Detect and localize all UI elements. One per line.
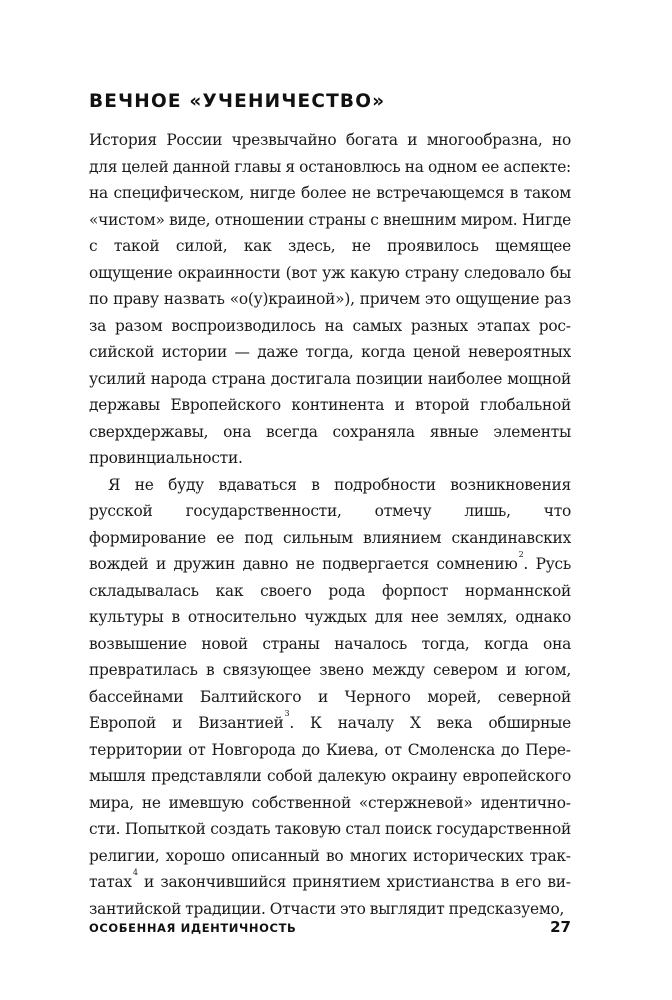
paragraph [89, 472, 571, 923]
footnote-marker: 4 [132, 867, 138, 877]
text-run: . К началу X века обширные территории от Новгорода до Киева, от Смоленска до Перемышля представляли собой далекую окраину европейского мира, не имевшую собственной «стержневой» идентичности. Попыткой создать таковую стал поиск государственной религии, хорошо описанный во многих исторических трактатах [89, 714, 571, 891]
footnote-marker: 2 [518, 549, 524, 559]
text-run: Я не буду вдаваться в подробности возникновения русской государственности, отмечу лишь, что формирование ее под сильным влиянием скандинавских вождей и дружин давно не подвергается сомнению [89, 475, 571, 573]
body-text [89, 127, 571, 922]
running-footer-title: ОСОБЕННАЯ ИДЕНТИЧНОСТЬ [89, 921, 297, 935]
text-run: и закончившийся принятием христианства в его византийской традиции. Отчасти это выглядит предсказуемо, [89, 873, 571, 918]
page-number: 27 [550, 918, 571, 936]
text-run: История России чрезвычайно богата и многообразна, но для целей данной главы я остановлюсь на одном ее аспекте: на специфическом, нигде более не встречающемся в таком «чистом» виде, отношении страны с внешним миром. Нигде с такой силой, как здесь, не проявилось щемящее ощущение окраинности (вот уж какую страну следовало бы по праву назвать «о(у)краиной»), причем это ощущение раз за разом воспроизводилось на самых разных этапах российской истории — даже тогда, когда ценой невероятных усилий народа страна достигала позиции наиболее мощной державы Европейского континента и второй глобальной сверхдержавы, она всегда сохраняла явные элементы провинциальности. [89, 131, 571, 467]
paragraph [89, 127, 571, 472]
text-run: . Русь складывалась как своего рода форпост норманнской культуры в относительно чуждых для нее землях, однако возвышение новой страны началось тогда, когда она превратилась в связующее звено между севером и югом, бассейнами Балтийского и Черного морей, северной Европой и Византией [89, 555, 572, 732]
footnote-marker: 3 [284, 708, 290, 718]
section-heading: ВЕЧНОЕ «УЧЕНИЧЕСТВО» [89, 91, 386, 112]
